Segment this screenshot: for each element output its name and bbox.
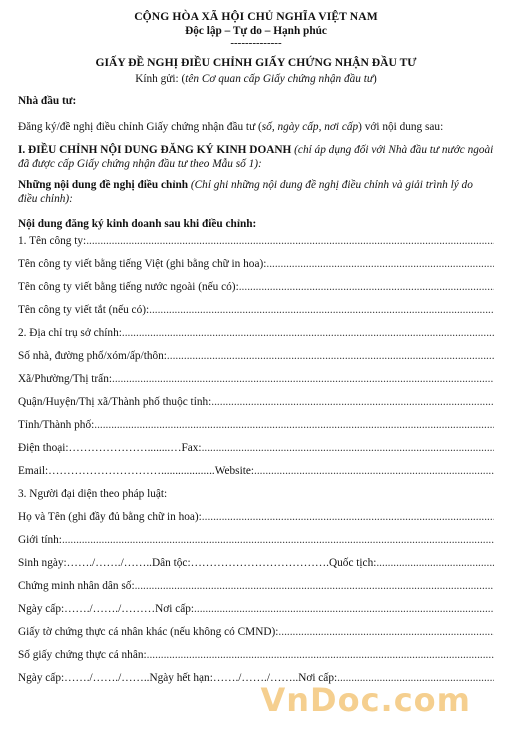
full-name-field[interactable] — [18, 510, 494, 533]
ward-field[interactable] — [18, 372, 494, 395]
fax-dots[interactable] — [202, 441, 494, 455]
ethnic-label: Dân tộc: — [152, 557, 191, 569]
expiry-label: Ngày hết hạn: — [149, 672, 213, 684]
section1-note: (chỉ áp dụng đối với Nhà đầu tư nước ngoài đã được cấp Giấy chứng nhận đầu tư theo Mẫu số 1): — [18, 144, 494, 170]
company-name-field[interactable] — [18, 234, 494, 257]
doc-place-label: Nơi cấp: — [298, 672, 338, 684]
kinh-gui-close: ) — [373, 73, 377, 85]
phone-label: Điện thoại: — [18, 442, 69, 454]
phone-dots[interactable]: …………………........… — [68, 442, 182, 454]
register-hint: số, ngày cấp, nơi cấp — [261, 121, 359, 133]
document-title: GIẤY ĐỀ NGHỊ ĐIỀU CHỈNH GIẤY CHỨNG NHẬN ĐẦU TƯ — [95, 56, 417, 69]
gender-label: Giới tính: — [18, 534, 62, 546]
email-dots[interactable]: …………………………................... — [48, 465, 215, 477]
website-label: Website: — [214, 465, 255, 477]
short-name-field[interactable] — [18, 303, 494, 326]
doc-number-label: Số giấy chứng thực cá nhân: — [18, 649, 147, 661]
province-field[interactable] — [18, 418, 494, 441]
after-adjust-heading: Nội dung đăng ký kinh doanh sau khi điều chỉnh: — [18, 218, 257, 230]
foreign-name-field[interactable] — [18, 280, 494, 303]
dob-label: Sinh ngày: — [18, 557, 67, 569]
full-name-dots — [202, 510, 494, 524]
nationality-dots[interactable] — [376, 556, 494, 570]
street-dots — [167, 349, 494, 363]
foreign-name-dots — [239, 280, 494, 294]
ward-dots — [112, 372, 494, 386]
ward-label: Xã/Phường/Thị trấn: — [18, 373, 112, 385]
province-label: Tỉnh/Thành phố: — [18, 419, 95, 431]
street-field[interactable] — [18, 349, 494, 372]
adjust-heading — [18, 178, 494, 206]
street-label: Số nhà, đường phố/xóm/ấp/thôn: — [18, 350, 167, 362]
province-dots — [94, 418, 494, 432]
company-name-dots — [86, 234, 494, 248]
separator: -------------- — [230, 37, 282, 49]
register-line — [18, 120, 494, 134]
address-dots — [122, 326, 494, 340]
email-label: Email: — [18, 465, 49, 477]
adjust-note: (Chỉ ghi những nội dung đề nghị điều chỉnh và giải trình lý do điều chỉnh): — [18, 179, 473, 205]
section1-heading — [18, 143, 494, 171]
investor-label: Nhà đầu tư: — [18, 95, 77, 107]
issue-place-label: Nơi cấp: — [155, 603, 195, 615]
phone-fax-field[interactable] — [18, 441, 494, 464]
district-label: Quận/Huyện/Thị xã/Thành phố thuộc tỉnh: — [18, 396, 212, 408]
address-field[interactable] — [18, 326, 494, 349]
other-doc-field[interactable] — [18, 625, 494, 648]
dob-ethnic-nationality-field[interactable] — [18, 556, 494, 579]
dob-dots[interactable]: ……./……./…….. — [66, 557, 152, 569]
document-page — [18, 10, 494, 694]
rep-heading — [18, 487, 494, 510]
doc-issue-dots[interactable]: ……./……./…….. — [64, 672, 150, 684]
vn-name-field[interactable] — [18, 257, 494, 280]
short-name-label: Tên công ty viết tắt (nếu có): — [18, 304, 150, 316]
other-doc-label: Giấy tờ chứng thực cá nhân khác (nếu không có CMND): — [18, 626, 279, 638]
full-name-label: Họ và Tên (ghi đầy đủ bằng chữ in hoa): — [18, 511, 202, 523]
watermark-logo: VnDoc.com — [260, 681, 471, 719]
company-name-label: 1. Tên công ty: — [18, 235, 87, 247]
vn-name-dots — [266, 257, 494, 271]
ethnic-dots[interactable]: ………………………………. — [190, 557, 329, 569]
other-doc-dots — [278, 625, 494, 639]
country-heading: CỘNG HÒA XÃ HỘI CHỦ NGHĨA VIỆT NAM — [134, 10, 378, 23]
vn-name-label: Tên công ty viết bằng tiếng Việt (ghi bằng chữ in hoa): — [18, 258, 267, 270]
id-card-dots — [135, 579, 494, 593]
issue-date-label: Ngày cấp: — [18, 603, 65, 615]
register-text: Đăng ký/đề nghị điều chỉnh Giấy chứng nhận đầu tư ( — [18, 121, 262, 133]
gender-dots — [62, 533, 494, 547]
district-field[interactable] — [18, 395, 494, 418]
id-issue-field[interactable] — [18, 602, 494, 625]
doc-issue-label: Ngày cấp: — [18, 672, 65, 684]
kinh-gui-hint: tên Cơ quan cấp Giấy chứng nhận đầu tư — [185, 73, 374, 85]
email-website-field[interactable] — [18, 464, 494, 487]
issue-date-dots[interactable]: ……./……./……… — [64, 603, 156, 615]
adjust-label: Những nội dung đề nghị điều chỉnh — [18, 179, 189, 191]
kinh-gui-line — [18, 72, 494, 86]
kinh-gui-label: Kính gửi: ( — [135, 73, 186, 85]
gender-field[interactable] — [18, 533, 494, 556]
foreign-name-label: Tên công ty viết bằng tiếng nước ngoài (nếu có): — [18, 281, 239, 293]
register-tail: ) với nội dung sau: — [358, 121, 444, 133]
fax-label: Fax: — [181, 442, 202, 454]
section1-title: I. ĐIỀU CHỈNH NỘI DUNG ĐĂNG KÝ KINH DOANH — [18, 144, 292, 156]
short-name-dots — [149, 303, 494, 317]
nationality-label: Quốc tịch: — [328, 557, 377, 569]
expiry-dots[interactable]: ……./……./…….. — [212, 672, 299, 684]
website-dots[interactable] — [254, 464, 494, 478]
district-dots — [211, 395, 494, 409]
doc-number-field[interactable] — [18, 648, 494, 671]
rep-label: 3. Người đại diện theo pháp luật: — [18, 488, 168, 500]
address-label: 2. Địa chỉ trụ sở chính: — [18, 327, 122, 339]
doc-number-dots — [147, 648, 494, 662]
id-card-field[interactable] — [18, 579, 494, 602]
issue-place-dots[interactable] — [194, 602, 494, 616]
id-card-label: Chứng minh nhân dân số: — [18, 580, 135, 592]
motto: Độc lập – Tự do – Hạnh phúc — [185, 25, 327, 37]
